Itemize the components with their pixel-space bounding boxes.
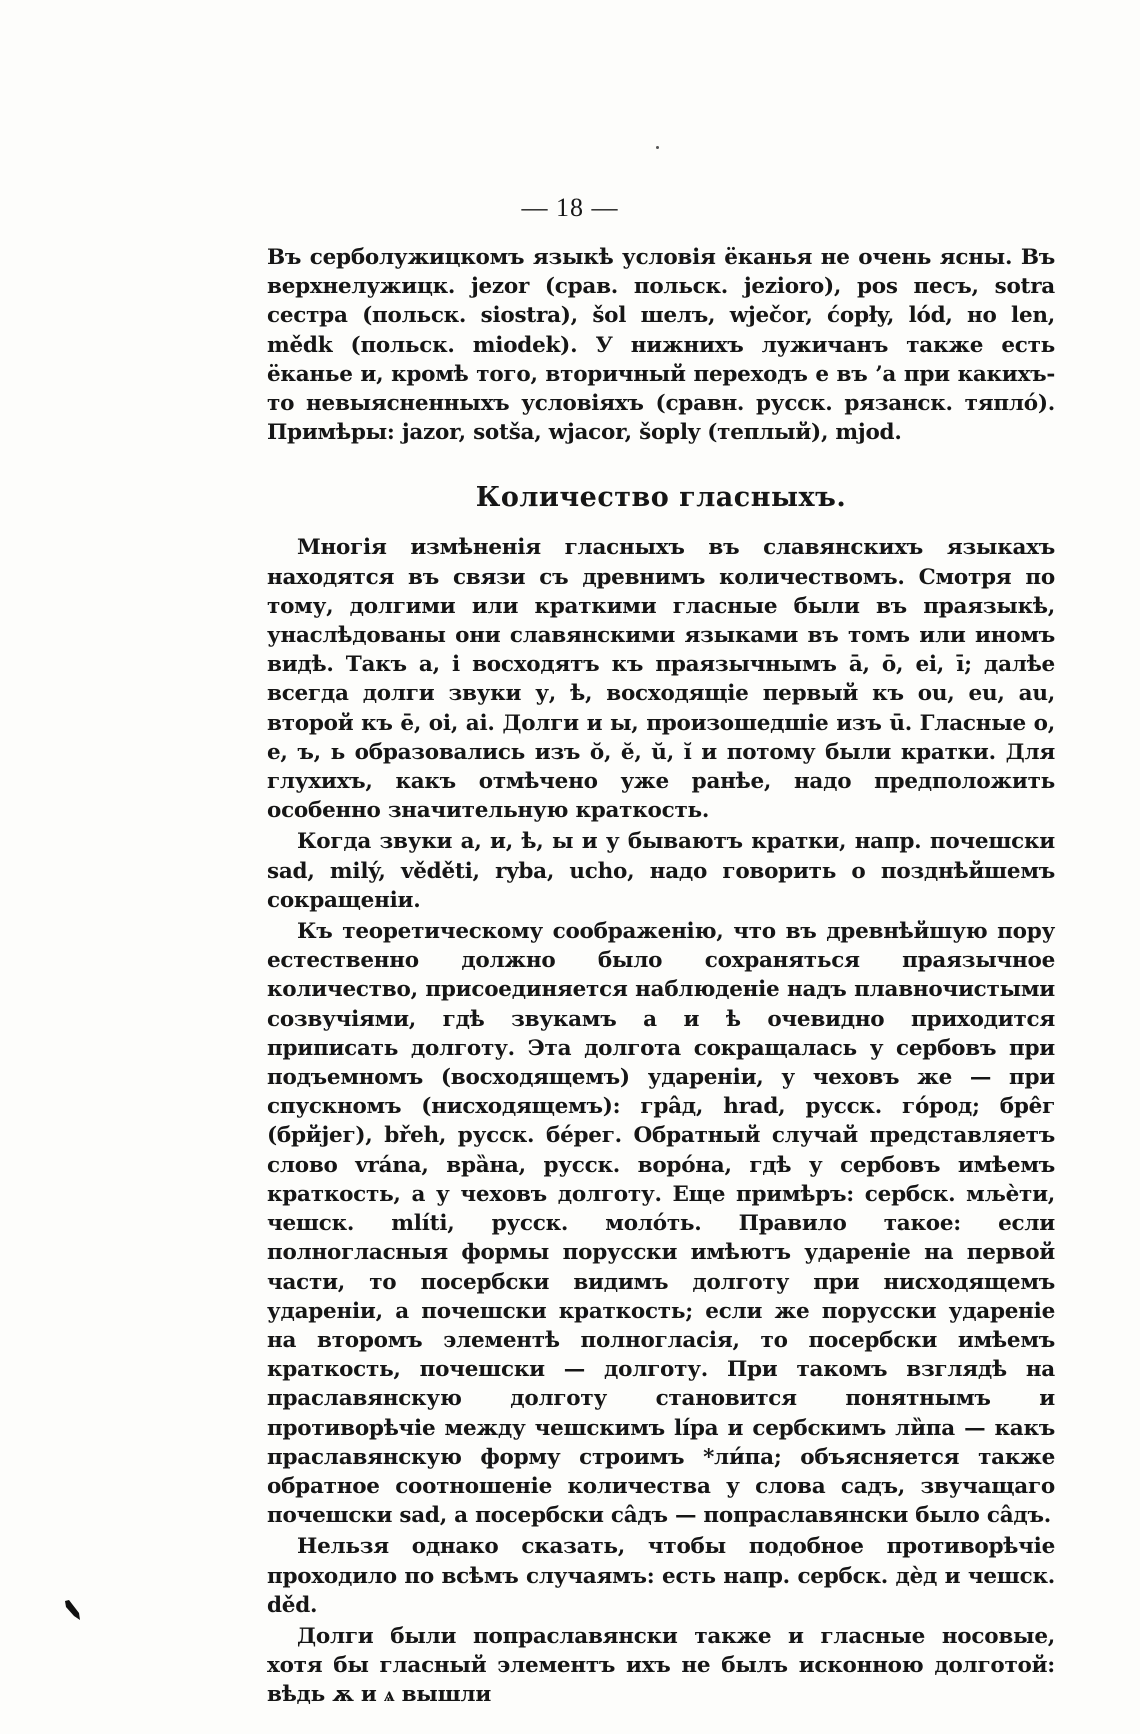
paragraph-main-4: Нельзя однако сказать, чтобы подобное противорѣчіе проходило по всѣмъ случаямъ: есть напр. сербск. дѐд и чешск. děd.	[267, 1534, 1055, 1618]
page-number: — 18 —	[521, 193, 619, 222]
stray-dot	[656, 146, 659, 149]
scan-margin-mark-icon	[63, 1599, 81, 1621]
paragraph-main-5: Долги были попраславянски также и гласные носовые, хотя бы гласный элементъ ихъ не былъ исконною долготой: вѣдь ѫ и ѧ вышли	[267, 1623, 1055, 1708]
text-block	[267, 243, 1055, 1710]
paragraph-main-3: Къ теоретическому соображенію, что въ древнѣйшую пору естественно должно было сохраняться праязычное количество, присоединяется наблюденіе надъ плавночистыми созвучіями, гдѣ звукамъ а и ѣ очевидно приходится приписать долготу. Эта долгота сокращалась у сербовъ при подъемномъ (восходящемъ) удареніи, у чеховъ же — при спускномъ (нисходящемъ): гра̂д, hrad, русск. го́род; брêг (брйјег), břeh, русск. бе́рег. Обратный случай представляетъ слово vrána, вра̏на, русск. воро́на, гдѣ у сербовъ имѣемъ краткость, а у чеховъ долготу. Еще примѣръ: сербск. мљѐти, чешск. mlíti, русск. моло́ть. Правило такое: если полногласныя формы порусски имѣютъ удареніе на первой части, то посербски видимъ долготу при нисходящемъ удареніи, а почешски краткость; если же порусски удареніе на второмъ элементѣ полногласія, то посербски имѣемъ краткость, почешски — долготу. При такомъ взглядѣ на праславянскую долготу становится понятнымъ и противорѣчіе между чешскимъ lípa и сербскимъ ли̏па — какъ праславянскую форму строимъ *ли́па; объясняется также обратное соотношеніе количества у слова садъ, звучащаго почешски sad, а посербски са̂дъ — попраславянски было са̂дъ.	[267, 919, 1055, 1529]
paragraph-main-2: Когда звуки а, и, ѣ, ы и у бываютъ кратки, напр. почешски sad, milý, věděti, ryba, ucho, надо говорить о позднѣйшемъ сокращеніи.	[267, 829, 1055, 913]
section-heading: Количество гласныхъ.	[475, 482, 847, 514]
paragraph-intro: Въ серболужицкомъ языкѣ условія ёканья не очень ясны. Въ верхнелужицк. jezor (срав. польск. jezioro), pos песъ, sotra сестра (польск. siostra), šol шелъ, wječor, ćopły, lód, но len, mědk (польск. miodek). У нижнихъ лужичанъ также есть ёканье и, кромѣ того, вторичный переходъ е въ ’а при какихъ-то невыясненныхъ условіяхъ (сравн. русск. рязанск. тяпло́). Примѣры: jazor, sotša, wjacor, šoply (теплый), mjod.	[267, 245, 1055, 446]
paragraph-main-1: Многія измѣненія гласныхъ въ славянскихъ языкахъ находятся въ связи съ древнимъ количествомъ. Смотря по тому, долгими или краткими гласные были въ праязыкѣ, унаслѣдованы они славянскими языками въ томъ или иномъ видѣ. Такъ а, і восходятъ къ праязычнымъ ā, ō, ei, ī; далѣе всегда долги звуки у, ѣ, восходящіе первый къ ou, eu, au, второй къ ē, oi, ai. Долги и ы, произошедшіе изъ ū. Гласные о, е, ъ, ь образовались изъ ŏ, ĕ, ŭ, ĭ и потому были кратки. Для глухихъ, какъ отмѣчено уже ранѣе, надо предположить особенно значительную краткость.	[267, 535, 1055, 824]
